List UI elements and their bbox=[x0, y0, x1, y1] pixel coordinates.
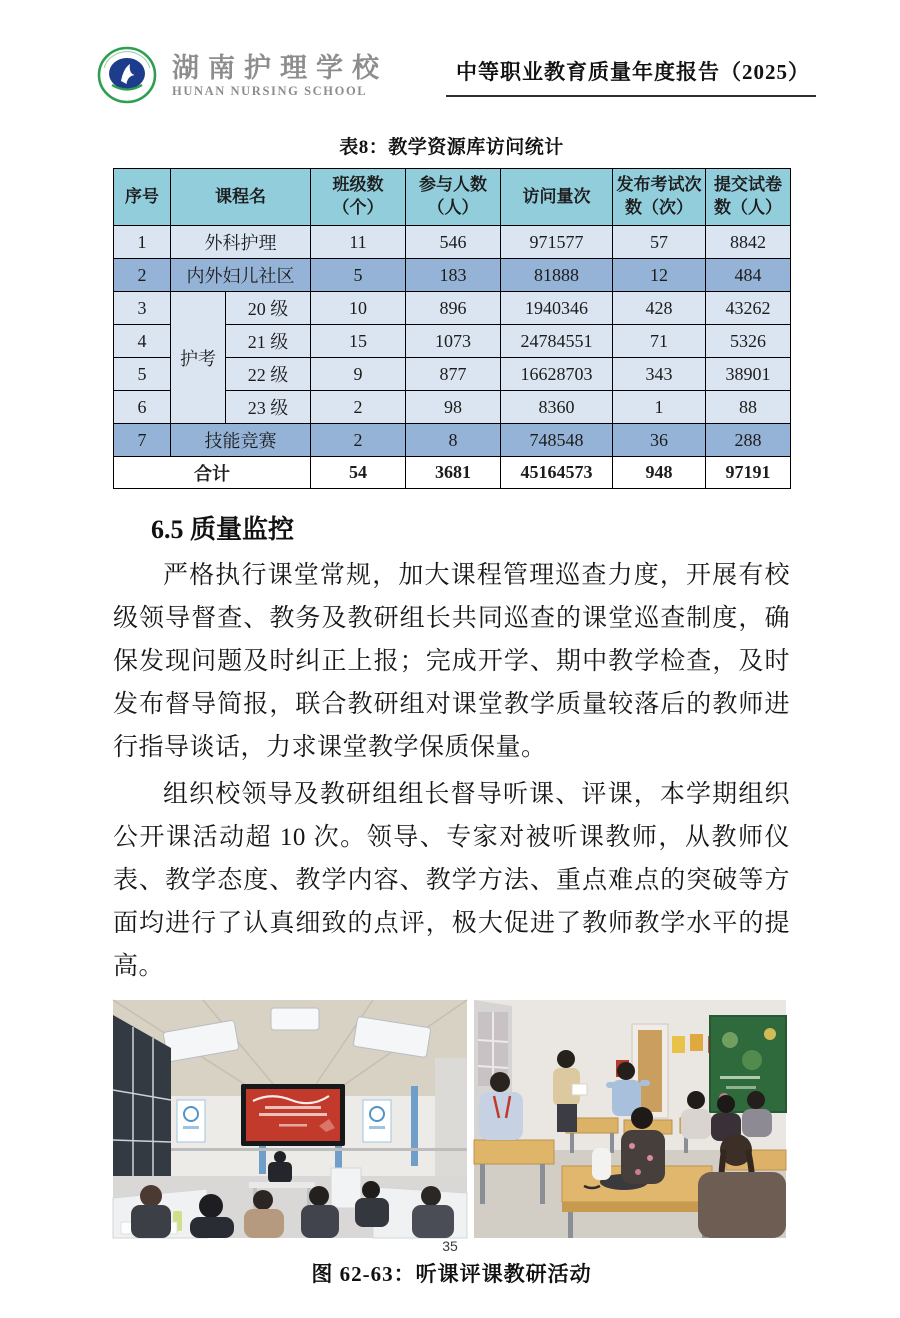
page-content bbox=[113, 132, 790, 1288]
cell-course-sub: 21 级 bbox=[226, 325, 311, 358]
cell-value: 971577 bbox=[501, 226, 613, 259]
col-visits: 访问量次 bbox=[501, 169, 613, 226]
cell-course-sub: 20 级 bbox=[226, 292, 311, 325]
cell-value: 5326 bbox=[706, 325, 791, 358]
cell-seq: 5 bbox=[114, 358, 171, 391]
cell-value: 12 bbox=[613, 259, 706, 292]
cell-value: 748548 bbox=[501, 424, 613, 457]
col-course: 课程名 bbox=[171, 169, 311, 226]
figure-caption: 图 62-63：听课评课教研活动 bbox=[311, 1262, 592, 1286]
resource-access-table bbox=[113, 168, 791, 489]
cell-course: 外科护理 bbox=[171, 226, 311, 259]
school-name bbox=[172, 53, 388, 98]
cell-value: 71 bbox=[613, 325, 706, 358]
page-number: 35 bbox=[442, 1238, 458, 1254]
paragraph-quality-control-1: 严格执行课堂常规，加大课程管理巡查力度，开展有校级领导督查、教务及教研组长共同巡查的课堂巡查制度，确保发现问题及时纠正上报；完成开学、期中教学检查，及时发布督导简报，联合教研组对课堂教学质量较落后的教师进行指导谈话，力求课堂教学保质保量。 bbox=[113, 562, 790, 761]
figure-photos bbox=[113, 1000, 790, 1238]
cell-value: 2 bbox=[311, 424, 406, 457]
cell-course-group: 护考 bbox=[171, 292, 226, 424]
table-row bbox=[114, 259, 791, 292]
cell-total-value: 97191 bbox=[706, 457, 791, 489]
cell-value: 15 bbox=[311, 325, 406, 358]
cell-seq: 7 bbox=[114, 424, 171, 457]
cell-value: 428 bbox=[613, 292, 706, 325]
cell-course: 内外妇儿社区 bbox=[171, 259, 311, 292]
cell-total-value: 45164573 bbox=[501, 457, 613, 489]
cell-value: 38901 bbox=[706, 358, 791, 391]
cell-value: 5 bbox=[311, 259, 406, 292]
cell-value: 57 bbox=[613, 226, 706, 259]
cell-value: 10 bbox=[311, 292, 406, 325]
cell-total-value: 3681 bbox=[406, 457, 501, 489]
cell-value: 1 bbox=[613, 391, 706, 424]
cell-value: 98 bbox=[406, 391, 501, 424]
cell-total-label: 合计 bbox=[114, 457, 311, 489]
report-page bbox=[0, 46, 900, 1318]
photo-meeting-room bbox=[113, 1000, 467, 1238]
table-row bbox=[114, 424, 791, 457]
cell-value: 484 bbox=[706, 259, 791, 292]
cell-value: 183 bbox=[406, 259, 501, 292]
cell-value: 288 bbox=[706, 424, 791, 457]
cell-course-sub: 22 级 bbox=[226, 358, 311, 391]
col-papers: 提交试卷数（人） bbox=[706, 169, 791, 226]
cell-value: 8842 bbox=[706, 226, 791, 259]
cell-value: 43262 bbox=[706, 292, 791, 325]
page-header bbox=[96, 46, 816, 106]
table-row bbox=[114, 292, 791, 325]
cell-value: 11 bbox=[311, 226, 406, 259]
school-emblem-icon bbox=[96, 46, 162, 106]
table-title: 表8：教学资源库访问统计 bbox=[339, 137, 564, 158]
col-seq: 序号 bbox=[114, 169, 171, 226]
col-classes: 班级数（个） bbox=[311, 169, 406, 226]
table-row bbox=[114, 226, 791, 259]
school-logo bbox=[96, 46, 388, 106]
cell-seq: 3 bbox=[114, 292, 171, 325]
report-title: 中等职业教育质量年度报告（2025） bbox=[446, 56, 816, 97]
cell-value: 24784551 bbox=[501, 325, 613, 358]
cell-seq: 1 bbox=[114, 226, 171, 259]
cell-value: 1073 bbox=[406, 325, 501, 358]
col-exams: 发布考试次数（次） bbox=[613, 169, 706, 226]
cell-value: 81888 bbox=[501, 259, 613, 292]
cell-value: 877 bbox=[406, 358, 501, 391]
cell-value: 896 bbox=[406, 292, 501, 325]
cell-course-sub: 23 级 bbox=[226, 391, 311, 424]
photo-classroom bbox=[474, 1000, 786, 1238]
table-total-row bbox=[114, 457, 791, 489]
cell-seq: 6 bbox=[114, 391, 171, 424]
cell-value: 546 bbox=[406, 226, 501, 259]
paragraph-quality-control-2: 组织校领导及教研组组长督导听课、评课，本学期组织公开课活动超 10 次。领导、专家对被听课教师，从教师仪表、教学态度、教学内容、教学方法、重点难点的突破等方面均进行了认真细致的点评，极大促进了教师教学水平的提高。 bbox=[113, 781, 790, 980]
cell-value: 88 bbox=[706, 391, 791, 424]
cell-seq: 4 bbox=[114, 325, 171, 358]
cell-value: 36 bbox=[613, 424, 706, 457]
cell-value: 8360 bbox=[501, 391, 613, 424]
cell-value: 9 bbox=[311, 358, 406, 391]
cell-value: 8 bbox=[406, 424, 501, 457]
school-name-cn: 湖南护理学校 bbox=[172, 53, 388, 85]
school-name-en: HUNAN NURSING SCHOOL bbox=[172, 84, 368, 99]
cell-value: 2 bbox=[311, 391, 406, 424]
cell-course: 技能竞赛 bbox=[171, 424, 311, 457]
cell-value: 343 bbox=[613, 358, 706, 391]
cell-value: 1940346 bbox=[501, 292, 613, 325]
col-participants: 参与人数（人） bbox=[406, 169, 501, 226]
cell-total-value: 54 bbox=[311, 457, 406, 489]
cell-seq: 2 bbox=[114, 259, 171, 292]
section-heading: 6.5 质量监控 bbox=[151, 515, 295, 544]
cell-total-value: 948 bbox=[613, 457, 706, 489]
cell-value: 16628703 bbox=[501, 358, 613, 391]
table-header-row bbox=[114, 169, 791, 226]
